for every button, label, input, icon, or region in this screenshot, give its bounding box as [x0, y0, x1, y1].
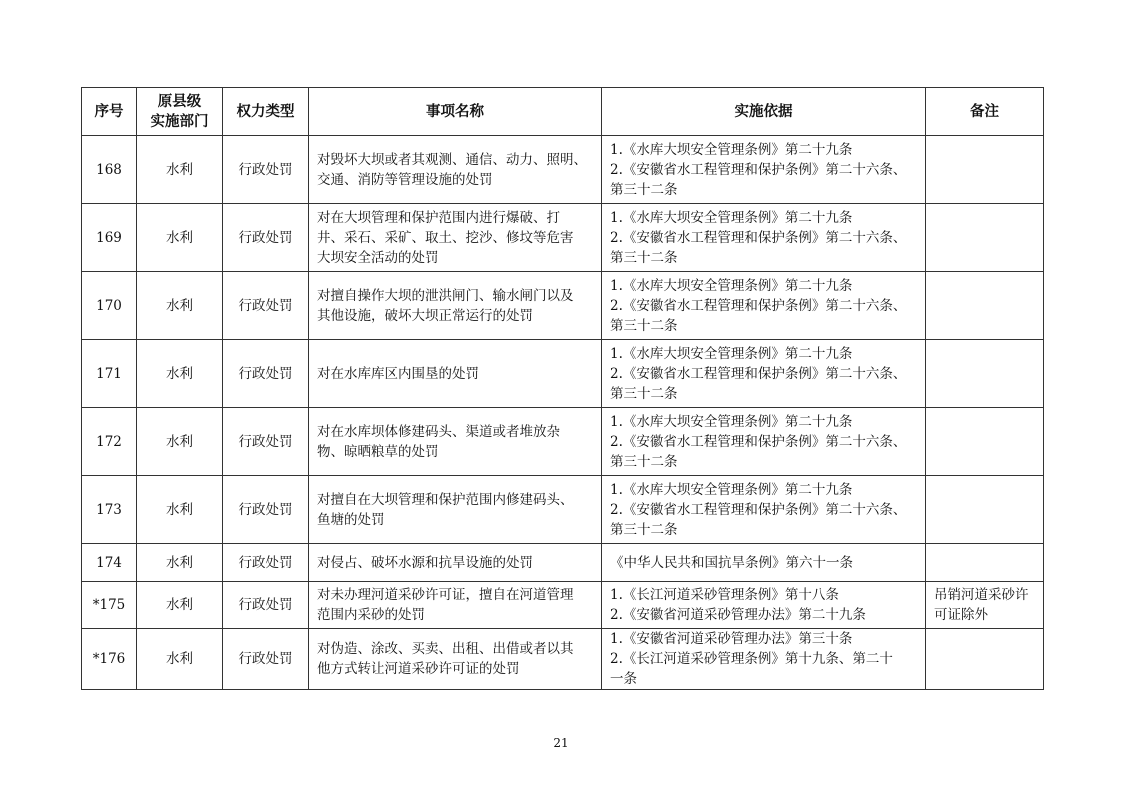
header-dept: [137, 88, 223, 136]
cell-type: 行政处罚: [223, 582, 309, 629]
header-dept-line2: 实施部门: [150, 113, 209, 130]
cell-dept: 水利: [137, 544, 223, 582]
cell-name: [309, 204, 602, 272]
cell-note-line: 吊销河道采砂许: [934, 587, 1029, 603]
cell-name-line: 鱼塘的处罚: [317, 511, 385, 528]
cell-name: [309, 272, 602, 340]
cell-basis-line: 2.《安徽省水工程管理和保护条例》第二十六条、: [610, 433, 907, 450]
cell-basis-line: 《中华人民共和国抗旱条例》第六十一条: [610, 554, 853, 571]
table-row: [82, 408, 1044, 476]
cell-basis: [602, 582, 926, 629]
cell-basis-line: 2.《安徽省河道采砂管理办法》第二十九条: [610, 607, 866, 623]
cell-basis: [602, 476, 926, 544]
cell-dept: 水利: [137, 476, 223, 544]
cell-name-line: 他方式转让河道采砂许可证的处罚: [317, 661, 520, 677]
cell-type: 行政处罚: [223, 544, 309, 582]
cell-name: [309, 340, 602, 408]
cell-seq: 173: [82, 476, 137, 544]
header-dept-line1: 原县级: [157, 93, 202, 110]
cell-basis: [602, 629, 926, 690]
cell-basis: [602, 408, 926, 476]
cell-name-line: 对擅自在大坝管理和保护范围内修建码头、: [317, 491, 574, 508]
cell-seq: 172: [82, 408, 137, 476]
cell-basis: [602, 544, 926, 582]
cell-basis-line: 1.《水库大坝安全管理条例》第二十九条: [610, 413, 853, 430]
cell-note: [926, 476, 1044, 544]
cell-name-line: 对擅自操作大坝的泄洪闸门、输水闸门以及: [317, 287, 574, 304]
cell-basis: [602, 136, 926, 204]
cell-seq: *175: [82, 582, 137, 629]
cell-basis: [602, 272, 926, 340]
cell-name: [309, 476, 602, 544]
cell-note-line: 可证除外: [934, 607, 988, 623]
cell-dept: 水利: [137, 272, 223, 340]
cell-name-line: 对毁坏大坝或者其观测、通信、动力、照明、: [317, 151, 587, 168]
table-row: [82, 272, 1044, 340]
cell-dept: 水利: [137, 408, 223, 476]
table-row: [82, 629, 1044, 690]
cell-basis-line: 1.《水库大坝安全管理条例》第二十九条: [610, 481, 853, 498]
cell-note: [926, 408, 1044, 476]
cell-note: [926, 272, 1044, 340]
cell-name-line: 对伪造、涂改、买卖、出租、出借或者以其: [317, 641, 574, 657]
table-row: [82, 340, 1044, 408]
cell-name: [309, 408, 602, 476]
cell-name-line: 物、晾晒粮草的处罚: [317, 443, 439, 460]
header-basis: 实施依据: [602, 88, 926, 136]
cell-dept: 水利: [137, 340, 223, 408]
cell-basis-line: 第三十二条: [610, 385, 678, 402]
cell-dept: 水利: [137, 204, 223, 272]
cell-name-line: 其他设施，破坏大坝正常运行的处罚: [317, 307, 533, 324]
cell-basis-line: 2.《安徽省水工程管理和保护条例》第二十六条、: [610, 297, 907, 314]
cell-type: 行政处罚: [223, 204, 309, 272]
cell-name-line: 对在水库坝体修建码头、渠道或者堆放杂: [317, 423, 560, 440]
cell-name-line: 对未办理河道采砂许可证，擅自在河道管理: [317, 587, 574, 603]
cell-note: [926, 629, 1044, 690]
cell-seq: 174: [82, 544, 137, 582]
header-note: 备注: [926, 88, 1044, 136]
table-row: [82, 204, 1044, 272]
cell-dept: 水利: [137, 136, 223, 204]
cell-basis-line: 第三十二条: [610, 249, 678, 266]
cell-basis-line: 第三十二条: [610, 317, 678, 334]
cell-seq: 169: [82, 204, 137, 272]
table-row: [82, 544, 1044, 582]
cell-basis-line: 1.《长江河道采砂管理条例》第十八条: [610, 587, 839, 603]
cell-note: [926, 340, 1044, 408]
header-type: 权力类型: [223, 88, 309, 136]
cell-name-line: 范围内采砂的处罚: [317, 607, 425, 623]
cell-type: 行政处罚: [223, 340, 309, 408]
cell-basis-line: 第三十二条: [610, 521, 678, 538]
cell-note: [926, 204, 1044, 272]
cell-note: [926, 582, 1044, 629]
table-body: [82, 136, 1044, 690]
cell-name: [309, 629, 602, 690]
page-number: 21: [553, 736, 569, 750]
cell-basis-line: 第三十二条: [610, 453, 678, 470]
header-seq: 序号: [82, 88, 137, 136]
table-row: [82, 476, 1044, 544]
cell-basis-line: 2.《长江河道采砂管理条例》第十九条、第二十: [610, 651, 893, 667]
cell-basis: [602, 204, 926, 272]
cell-note: [926, 544, 1044, 582]
cell-seq: *176: [82, 629, 137, 690]
cell-name: [309, 582, 602, 629]
cell-name-line: 交通、消防等管理设施的处罚: [317, 171, 493, 188]
cell-name-line: 对在水库库区内围垦的处罚: [317, 365, 479, 382]
cell-basis-line: 1.《水库大坝安全管理条例》第二十九条: [610, 277, 853, 294]
cell-basis-line: 2.《安徽省水工程管理和保护条例》第二十六条、: [610, 229, 907, 246]
cell-note: [926, 136, 1044, 204]
cell-basis-line: 1.《水库大坝安全管理条例》第二十九条: [610, 345, 853, 362]
regulation-table: [81, 87, 1044, 690]
cell-type: 行政处罚: [223, 629, 309, 690]
cell-type: 行政处罚: [223, 408, 309, 476]
cell-basis-line: 2.《安徽省水工程管理和保护条例》第二十六条、: [610, 501, 907, 518]
cell-basis-line: 1.《水库大坝安全管理条例》第二十九条: [610, 209, 853, 226]
table-header-row: [82, 88, 1044, 136]
table-row: [82, 582, 1044, 629]
cell-seq: 171: [82, 340, 137, 408]
cell-name: [309, 136, 602, 204]
cell-basis-line: 一条: [610, 671, 637, 687]
cell-dept: 水利: [137, 582, 223, 629]
cell-basis-line: 2.《安徽省水工程管理和保护条例》第二十六条、: [610, 365, 907, 382]
cell-type: 行政处罚: [223, 476, 309, 544]
cell-seq: 168: [82, 136, 137, 204]
cell-basis: [602, 340, 926, 408]
cell-name-line: 井、采石、采矿、取土、挖沙、修坟等危害: [317, 229, 574, 246]
cell-name-line: 对侵占、破坏水源和抗旱设施的处罚: [317, 554, 533, 571]
header-name: 事项名称: [309, 88, 602, 136]
cell-basis-line: 2.《安徽省水工程管理和保护条例》第二十六条、: [610, 161, 907, 178]
cell-name-line: 对在大坝管理和保护范围内进行爆破、打: [317, 209, 560, 226]
cell-name: [309, 544, 602, 582]
cell-basis-line: 1.《安徽省河道采砂管理办法》第三十条: [610, 631, 853, 647]
cell-basis-line: 第三十二条: [610, 181, 678, 198]
cell-dept: 水利: [137, 629, 223, 690]
cell-type: 行政处罚: [223, 136, 309, 204]
cell-seq: 170: [82, 272, 137, 340]
cell-type: 行政处罚: [223, 272, 309, 340]
table-row: [82, 136, 1044, 204]
cell-basis-line: 1.《水库大坝安全管理条例》第二十九条: [610, 141, 853, 158]
cell-name-line: 大坝安全活动的处罚: [317, 249, 439, 266]
